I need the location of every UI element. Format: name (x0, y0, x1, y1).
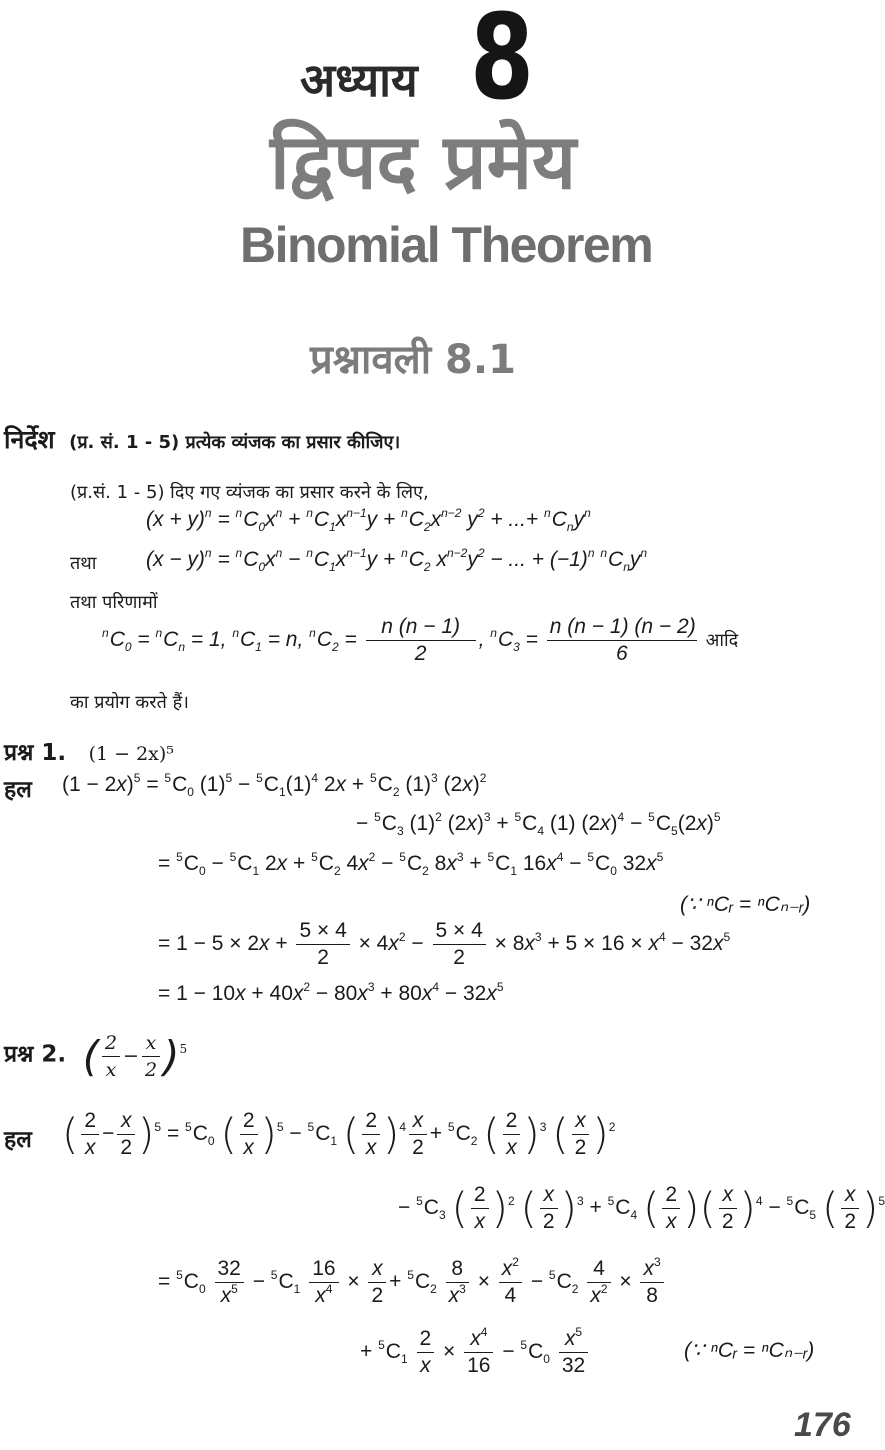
question-1-label: प्रश्न 1. (4, 740, 67, 766)
q2-step-2b: + $^5C_1$ $\frac{2}{x}$ × $\frac{x^4}{16}$ − $^5C_0$ $\frac{x^5}{32}$ (360, 1326, 591, 1379)
binomial-formula-minus: $(x - y)^n = ^nC_0x^n - ^nC_1x^{n-1}y + ^nC_2$ $x^{n-2}y^2$ − ... + $(-1)^n$ $^nC_ny^n$ (146, 546, 648, 574)
tatha-label-1: तथा (70, 553, 97, 574)
q1-step-3: = 1 − 5 × 2x + $\frac{5 \times 4}{2}$ × $4x^2$ − $\frac{5 \times 4}{2}$ × $8x^3 + 5 \times 16 \times x^4 - 32x^5$ (158, 919, 731, 969)
q1-step-1b: − $^5C_3$ $(1)^2$ $(2x)^3 + ^5C_4$ (1) $(2x)^4 - ^5C_5(2x)^5$ (356, 810, 721, 838)
q1-step-4: = $1 - 10x + 40x^2 - 80x^3 + 80x^4 - 32x^5$ (158, 980, 504, 1005)
question-1 (4, 735, 174, 767)
binomial-coefficients-line: $^nC_0 = ^nC_n = 1$, $^nC_1 = n$, $^nC_2$ = $\frac{n (n - 1)}{2}$ , $^nC_3$ = $\frac{n (n - 1) (n - 2)}{6}$ आदि (102, 615, 739, 665)
q2-step-1b: − $^5C_3$ ( $\frac{2}{x}$ )$^2$ ( $\frac{x}{2}$ )$^3 + ^5C_4$ ( $\frac{2}{x}$ )( $\frac{x}{2}$ )$^4 - ^5C_5$ ( $\frac{x}{2}$ )$^5$ (398, 1183, 885, 1233)
question-2 (4, 1030, 187, 1083)
chapter-title-english: Binomial Theorem (240, 217, 653, 273)
binomial-formula-plus: $(x + y)^n = ^nC_0x^n + ^nC_1x^{n-1}y + ^nC_2x^{n-2}$ $y^2$ + ...+ $^nC_ny^n$ (146, 506, 591, 534)
chapter-number: 8 (470, 0, 535, 126)
q2-step-1: ( $\frac{2}{x}$ − $\frac{x}{2}$ )$^5 = ^5C_0$ ( $\frac{2}{x}$ )$^5 - ^5C_1$ ( $\frac{2}{x}$ )$^4$ $\frac{x}{2}$ + $^5C_2$ ( $\frac{2}{x}$ )$^3$ ( $\frac{x}{2}$ )$^2$ (62, 1109, 616, 1159)
instructions-text: (प्र. सं. 1 - 5) प्रत्येक व्यंजक का प्रसार कीजिए। (69, 432, 401, 453)
question-1-solution-label: हल (4, 777, 32, 803)
instructions-line (4, 422, 400, 456)
q2-note: (∵ ⁿCᵣ = ⁿCₙ₋ᵣ) (684, 1339, 815, 1362)
question-2-expression: ( $\frac{2}{x}$ − $\frac{x}{2}$ )$^5$ (82, 1031, 188, 1081)
aadi-text: आदि (705, 630, 739, 652)
exercise-title: प्रश्नावली 8.1 (310, 337, 516, 383)
q1-step-2: = $^5C_0 - ^5C_1$ $2x + ^5C_2$ $4x^2 - ^5C_2$ $8x^3 + ^5C_1$ $16x^4 - ^5C_0$ $32x^5$ (158, 850, 664, 878)
instructions-heading: निर्देश (4, 425, 55, 454)
chapter-title-hindi: द्विपद प्रमेय (270, 117, 577, 206)
question-2-label: प्रश्न 2. (4, 1041, 67, 1068)
q2-step-2: = $^5C_0$ $\frac{32}{x^5}$ − $^5C_1$ $\frac{16}{x^4}$ × $\frac{x}{2}$ + $^5C_2$ $\frac{8}{x^3}$ × $\frac{x^2}{4}$ − $^5C_2$ $\frac{4}{x^2}$ × $\frac{x^3}{8}$ (158, 1256, 667, 1309)
chapter-label: अध्याय (300, 53, 418, 107)
instructions-closing: का प्रयोग करते हैं। (70, 692, 189, 713)
question-2-solution-label: हल (4, 1127, 32, 1153)
q1-note: (∵ ⁿCᵣ = ⁿCₙ₋ᵣ) (680, 893, 811, 916)
question-1-expression: (1 − 2x)⁵ (88, 743, 174, 765)
instructions-intro: (प्र.सं. 1 - 5) दिए गए व्यंजक का प्रसार करने के लिए, (70, 482, 429, 503)
q1-step-1: $(1 - 2x)^5 = ^5C_0$ $(1)^5 - ^5C_1(1)^4$ $2x + ^5C_2$ $(1)^3$ $(2x)^2$ (62, 771, 487, 799)
tatha-parinamon: तथा परिणामों (70, 592, 158, 613)
page-number: 176 (794, 1406, 851, 1444)
